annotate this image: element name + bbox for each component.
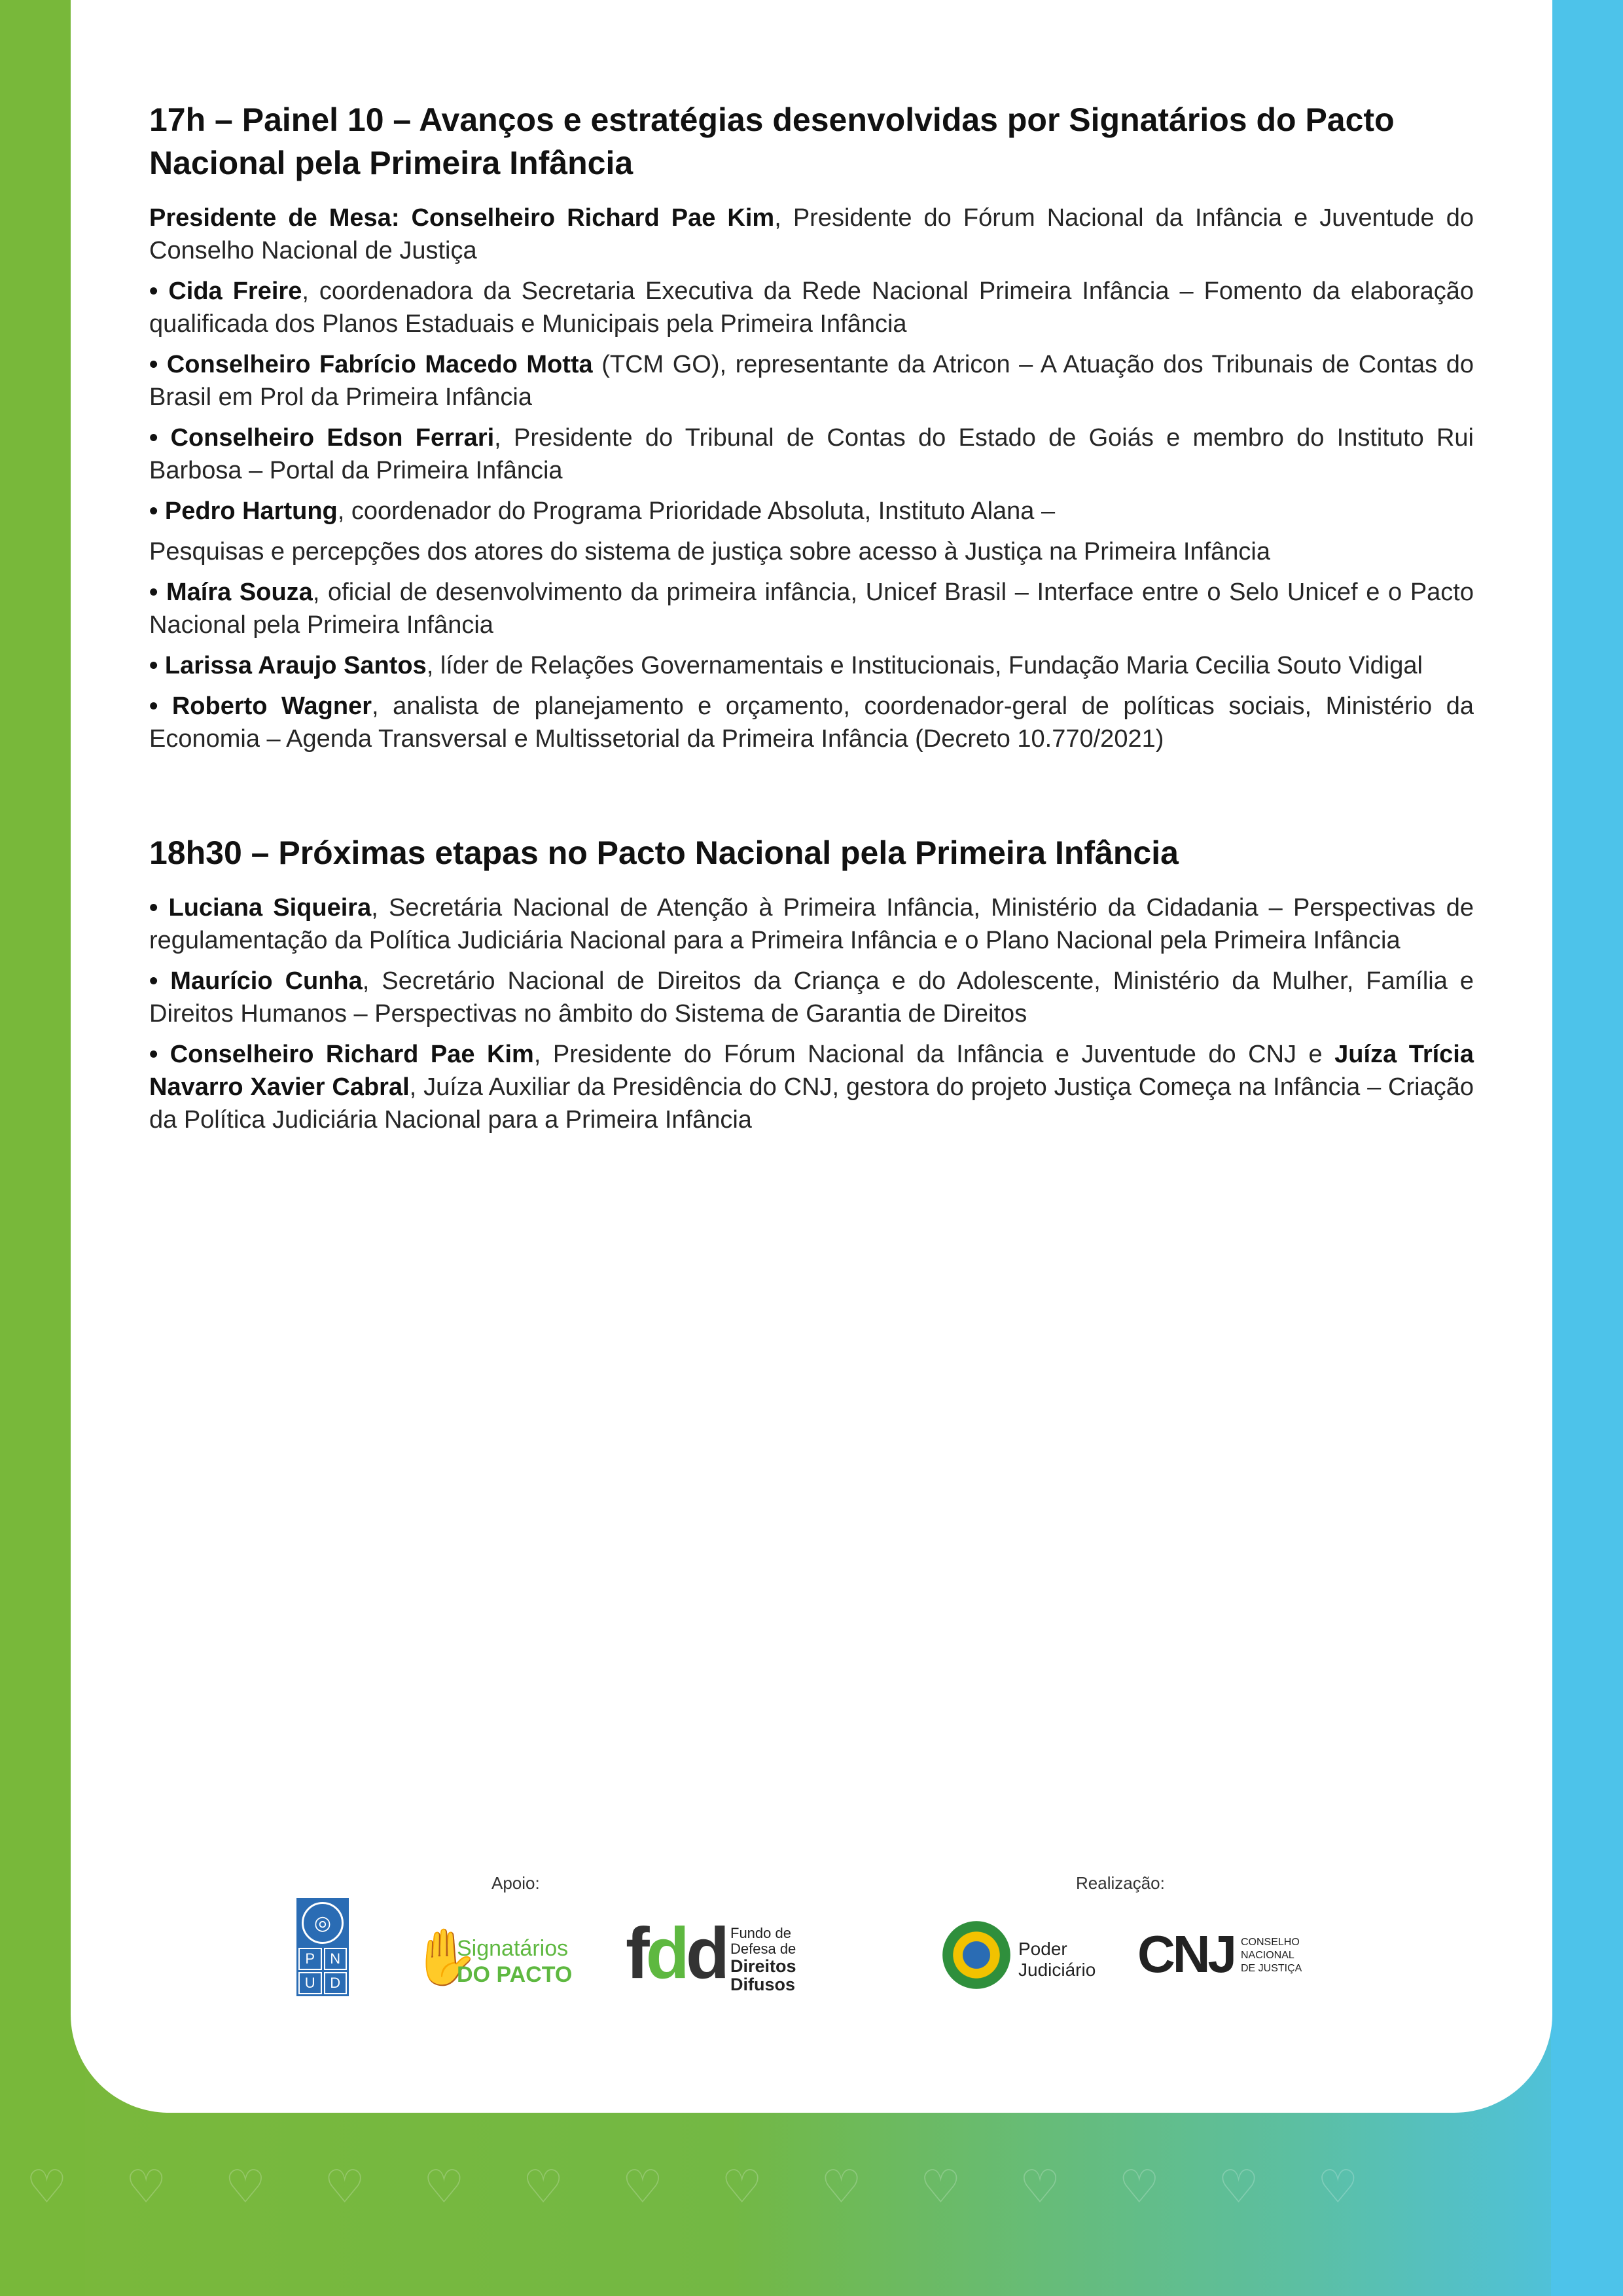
next-steps-heading: 18h30 – Próximas etapas no Pacto Nacional pela Primeira Infância	[149, 834, 1179, 871]
fdd-text-line: Fundo de	[730, 1925, 791, 1941]
speaker-role: , analista de planejamento e orçamento, coordenador-geral de políticas sociais, Ministério da Economia – Agenda Transversal e Multissetorial da Primeira Infância (Decreto 10.770/2021)	[149, 692, 1474, 753]
speaker-role: , coordenadora da Secretaria Executiva da Rede Nacional Primeira Infância – Fomento da elaboração qualificada dos Planos Estaduais e Municipais pela Primeira Infância	[149, 278, 1474, 338]
signatarios-logo-line2: DO PACTO	[457, 1962, 573, 1987]
fdd-text-line: Difusos	[730, 1975, 796, 1994]
speaker-name: • Roberto Wagner	[149, 692, 372, 720]
speaker-item	[149, 1038, 1474, 1136]
cnj-text-line: CONSELHO	[1241, 1937, 1300, 1948]
speaker-item	[149, 275, 1474, 340]
realizacao-label: Realização:	[1076, 1873, 1165, 1893]
speaker-role: , Secretária Nacional de Atenção à Primeira Infância, Ministério da Cidadania – Perspectivas de regulamentação da Política Judiciária Nacional para a Primeira Infância e o Plano Nacional pela Primeira Infância	[149, 894, 1474, 954]
heart-pattern-icon: ♡ ♡ ♡ ♡ ♡ ♡ ♡ ♡ ♡ ♡ ♡ ♡ ♡ ♡	[26, 2160, 1359, 2214]
speaker-name: • Luciana Siqueira	[149, 894, 372, 922]
speaker-name: • Maurício Cunha	[149, 967, 363, 995]
speaker-item	[149, 495, 1474, 528]
cnj-text-line: DE JUSTIÇA	[1241, 1963, 1302, 1974]
cnj-logo-mark: CNJ	[1137, 1925, 1235, 1983]
speaker-item	[149, 422, 1474, 487]
speaker-topic: Pesquisas e percepções dos atores do sistema de justiça sobre acesso à Justiça na Primeira Infância	[149, 538, 1271, 565]
undp-letter: N	[324, 1948, 348, 1970]
fdd-logo-mark	[626, 1913, 726, 1994]
content-card	[71, 0, 1552, 2113]
speaker-item	[149, 965, 1474, 1030]
speaker-role: , coordenador do Programa Prioridade Absoluta, Instituto Alana –	[337, 497, 1056, 525]
speaker-role: , líder de Relações Governamentais e Institucionais, Fundação Maria Cecilia Souto Vidigal	[426, 652, 1423, 679]
undp-letter: P	[298, 1948, 322, 1970]
speaker-name-2: Juíza Trícia Navarro Xavier Cabral	[149, 1041, 1474, 1101]
cnj-text-line: NACIONAL	[1241, 1950, 1294, 1961]
speaker-item	[149, 891, 1474, 957]
fdd-mark-letter: d	[685, 1913, 726, 1994]
speaker-name: • Maíra Souza	[149, 579, 313, 606]
next-steps-section	[149, 831, 1474, 1136]
pj-text-line: Poder	[1018, 1939, 1067, 1959]
signatarios-hand-icon: ✋	[411, 1926, 480, 1988]
undp-letter: D	[324, 1972, 348, 1994]
speaker-name: • Pedro Hartung	[149, 497, 338, 525]
speaker-name: • Larissa Araujo Santos	[149, 652, 427, 679]
panel-president	[149, 202, 1474, 267]
coat-of-arms-icon	[942, 1921, 1010, 1989]
speaker-role: , Presidente do Tribunal de Contas do Estado de Goiás e membro do Instituto Rui Barbosa – Portal da Primeira Infância	[149, 424, 1474, 484]
panel-10-heading: 17h – Painel 10 – Avanços e estratégias desenvolvidas por Signatários do Pacto Nacional pela Primeira Infância	[149, 101, 1395, 181]
sponsors-footer	[71, 1872, 1552, 2068]
president-role: , Presidente do Fórum Nacional da Infância e Juventude do Conselho Nacional de Justiça	[149, 204, 1474, 264]
fdd-text-line: Direitos	[730, 1956, 796, 1976]
undp-letter: U	[298, 1972, 322, 1994]
fdd-text-line: Defesa de	[730, 1941, 796, 1957]
speaker-name: • Cida Freire	[149, 278, 302, 305]
speaker-role-2: , Juíza Auxiliar da Presidência do CNJ, gestora do projeto Justiça Começa na Infância – Criação da Política Judiciária Nacional para a Primeira Infância	[149, 1073, 1474, 1134]
un-globe-icon: ◎	[302, 1902, 344, 1944]
speaker-name: • Conselheiro Edson Ferrari	[149, 424, 495, 452]
cnj-logo-text	[1241, 1936, 1302, 1975]
speaker-role: (TCM GO), representante da Atricon – A Atuação dos Tribunais de Contas do Brasil em Prol da Primeira Infância	[149, 351, 1474, 411]
pj-text-line: Judiciário	[1018, 1960, 1096, 1980]
panel-10-section	[149, 98, 1474, 755]
speaker-role: , Secretário Nacional de Direitos da Criança e do Adolescente, Ministério da Mulher, Família e Direitos Humanos – Perspectivas no âmbito do Sistema de Garantia de Direitos	[149, 967, 1474, 1028]
speaker-topic-continuation	[149, 535, 1474, 568]
speaker-item	[149, 348, 1474, 414]
fdd-mark-letter: f	[626, 1913, 646, 1994]
speaker-item	[149, 690, 1474, 755]
speaker-name: • Conselheiro Fabrício Macedo Motta	[149, 351, 593, 378]
fdd-logo-text	[730, 1926, 796, 1994]
speaker-role: , Presidente do Fórum Nacional da Infância e Juventude do CNJ e	[533, 1041, 1335, 1068]
undp-logo	[296, 1898, 349, 1996]
president-name: Presidente de Mesa: Conselheiro Richard Pae Kim	[149, 204, 775, 232]
speaker-item	[149, 576, 1474, 641]
speaker-name: • Conselheiro Richard Pae Kim	[149, 1041, 534, 1068]
poder-judiciario-logo-text	[1018, 1939, 1096, 1981]
signatarios-logo-line1: Signatários	[457, 1936, 569, 1961]
fdd-mark-letter: d	[645, 1913, 686, 1994]
program-content	[149, 98, 1474, 1144]
apoio-label: Apoio:	[491, 1873, 540, 1893]
speaker-role: , oficial de desenvolvimento da primeira infância, Unicef Brasil – Interface entre o Selo Unicef e o Pacto Nacional pela Primeira Infância	[149, 579, 1474, 639]
speaker-item	[149, 649, 1474, 682]
background-right-band	[1551, 0, 1623, 2296]
